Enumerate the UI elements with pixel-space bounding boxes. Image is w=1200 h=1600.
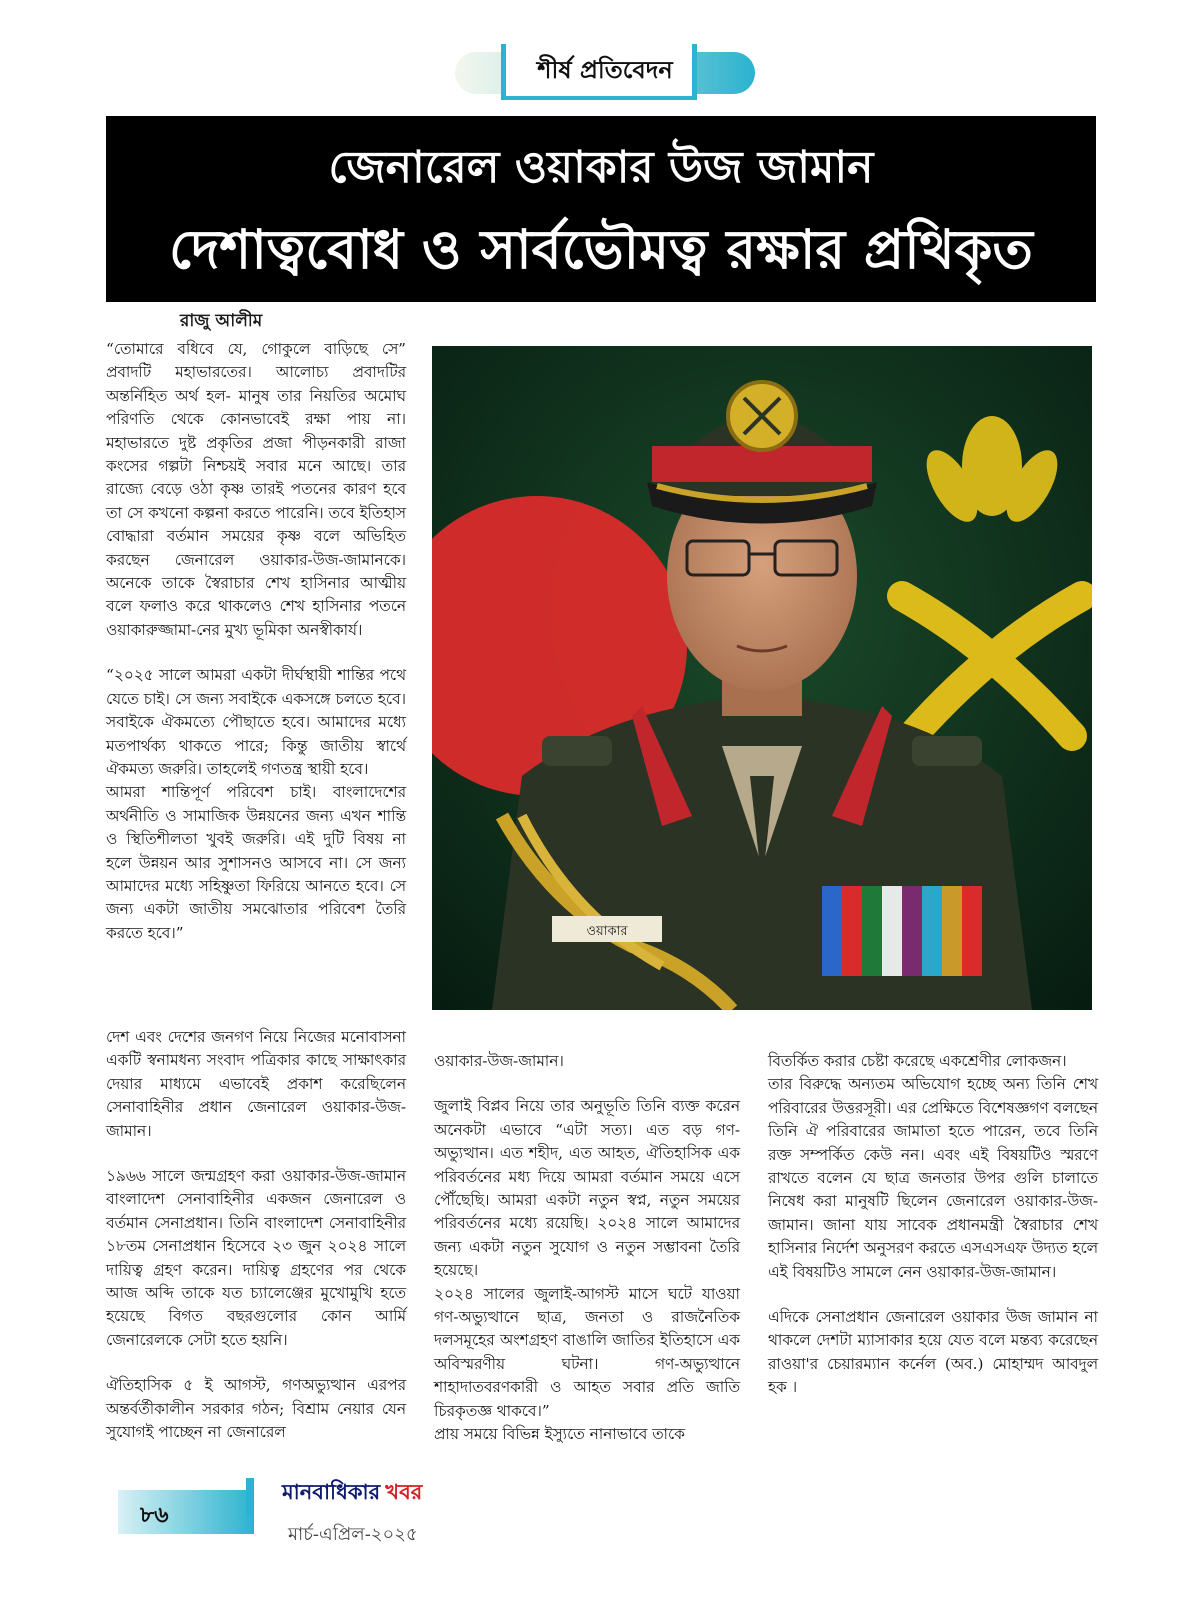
paragraph: ওয়াকার-উজ-জামান। [434,1052,564,1070]
headline-line-1: জেনারেল ওয়াকার উজ জামান [328,142,874,193]
paragraph: ১৯৬৬ সালে জন্মগ্রহণ করা ওয়াকার-উজ-জামান বাংলাদেশ সেনাবাহিনীর একজন জেনারেল ও বর্তমান সেনাপ্রধান। তিনি বাংলাদেশ সেনাবাহিনীর ১৮তম সেনাপ্রধান হিসেবে ২৩ জুন ২০২৪ সালে দায়িত্ব গ্রহণ করেন। দায়িত্ব গ্রহণের পর থেকে আজ অব্দি তাকে যত চ্যালেঞ্জের মুখোমুখি হতে হয়েছে বিগত বছরগুলোর কোন আর্মি জেনারেলকে সেটা হতে হয়নি। [106,1167,406,1349]
name-tag-text: ওয়াকার [586,924,628,939]
headline-line-2: দেশাত্ববোধ ও সার্বভৌমত্ব রক্ষার প্রথিকৃত [169,217,1033,281]
section-tag [455,42,755,106]
paragraph: প্রায় সময়ে বিভিন্ন ইস্যুতে নানাভাবে তাকে [434,1425,685,1444]
paragraph: তার বিরুদ্ধে অন্যতম অভিযোগ হচ্ছে অন্য তিনি শেখ পরিবারের উত্তরসূরী। এর প্রেক্ষিতে বিশেষজ্ঞগণ বলছেন তিনি ঐ পরিবারের জামাতা হতে পারেন, তবে তিনি রক্ত সম্পর্কিত কেউ নন। এবং এই বিষয়টিও স্মরণে রাখতে বলেন যে ছাত্র জনতার উপর গুলি চালাতে নিষেধ করা মানুষটি ছিলেন জেনারেল ওয়াকার-উজ-জামান। জানা যায় সাবেক প্রধানমন্ত্রী স্বৈরাচার শেখ হাসিনার নির্দেশ অনুসরণ করতে এসএসএফ উদ্যত হলে এই বিষয়টিও সামলে নেন ওয়াকার-উজ-জামান। [768,1075,1099,1281]
paragraph: বিতর্কিত করার চেষ্টা করেছে একশ্রেণীর লোকজন। [768,1052,1067,1070]
paragraph: দেশ এবং দেশের জনগণ নিয়ে নিজের মনোবাসনা একটি স্বনামধন্য সংবাদ পত্রিকার কাছে সাক্ষাৎকার দেয়ার মাধ্যমে এভাবেই প্রকাশ করেছিলেন সেনাবাহিনীর প্রধান জেনারেল ওয়াকার-উজ-জামান। [106,1028,406,1140]
paragraph: “তোমারে বধিবে যে, গোকুলে বাড়িছে সে” প্রবাদটি মহাভারতের। আলোচ্য প্রবাদটির অন্তর্নিহিত অর্থ হল- মানুষ তার নিয়তির অমোঘ পরিণতি থেকে কোনভাবেই রক্ষা পায় না। মহাভারতে দুষ্ট প্রকৃতির প্রজা পীড়নকারী রাজা কংসের গল্পটা নিশ্চয়ই সবার মনে আছে। তার রাজ্যে বেড়ে ওঠা কৃষ্ণ তারই পতনের কারণ হবে তা সে কখনো কল্পনা করতে পারেনি। তবে ইতিহাস বোদ্ধারা বর্তমান সময়ের কৃষ্ণ বলে অভিহিত করছেন জেনারেল ওয়াকার-উজ-জামানকে। অনেকে তাকে স্বৈরাচার শেখ হাসিনার আত্মীয় বলে ফলাও করে থাকলেও শেখ হাসিনার পতনে ওয়াকারুজ্জামা-নের মুখ্য ভূমিকা অনস্বীকার্য। [106,340,406,639]
article-column-3 [768,1050,1098,1400]
byline: রাজু আলীম [180,311,263,331]
paragraph: আমরা শান্তিপূর্ণ পরিবেশ চাই। বাংলাদেশের অর্থনীতি ও সামাজিক উন্নয়নের জন্য এখন শান্তি ও স্থিতিশীলতা খুবই জরুরি। এই দুটি বিষয় না হলে উন্নয়ন আর সুশাসনও আসবে না। সে জন্য আমাদের মধ্যে সহিষ্ণুতা ফিরিয়ে আনতে হবে। সে জন্য একটা জাতীয় সমঝোতার পরিবেশ তৈরি করতে হবে।” [106,783,406,942]
logo-text-part-1: মানবাধিকার [282,1479,381,1504]
issue-date: মার্চ-এপ্রিল-২০২৫ [288,1524,418,1545]
paragraph: “২০২৫ সালে আমরা একটা দীর্ঘস্থায়ী শান্তির পথে যেতে চাই। সে জন্য সবাইকে একসঙ্গে চলতে হবে। সবাইকে ঐকমত্যে পৌছাতে হবে। আমাদের মধ্যে মতপার্থক্য থাকতে পারে; কিন্তু জাতীয় স্বার্থে ঐকমত্য জরুরি। তাহলেই গণতন্ত্র স্থায়ী হবে। [106,666,406,778]
article-column-1 [106,1026,406,1445]
paragraph: ২০২৪ সালের জুলাই-আগস্ট মাসে ঘটে যাওয়া গণ-অভ্যুত্থানে ছাত্র, জনতা ও রাজনৈতিক দলসমূহের অংশগ্রহণ বাঙালি জাতির ইতিহাসে এক অবিস্মরণীয় ঘটনা। গণ-অভ্যুত্থানে শাহাদাতবরণকারী ও আহত সবার প্রতি জাতি চিরকৃতজ্ঞ থাকবে।” [434,1284,740,1420]
paragraph: এদিকে সেনাপ্রধান জেনারেল ওয়াকার উজ জামান না থাকলে দেশটা ম্যাসাকার হয়ে যেত বলে মন্তব্য করেছেন রাওয়া'র চেয়ারম্যান কর্নেল (অব.) মোহাম্মদ আবদুল হক । [768,1308,1098,1397]
portrait-photo [432,346,1092,1010]
logo-text-part-2: খবর [385,1479,423,1504]
article-column-left-top [106,338,406,945]
section-label: শীর্ষ প্রতিবেদন [537,55,673,84]
headline-block [106,116,1096,302]
paragraph: জুলাই বিপ্লব নিয়ে তার অনুভূতি তিনি ব্যক্ত করেন অনেকটা এভাবে “এটা সত্য। এত বড় গণ-অভ্যুত্থান। এত শহীদ, এত আহত, ঐতিহাসিক এক পরিবর্তনের মধ্য দিয়ে আমরা বর্তমান সময়ে এসে পৌঁছেছি। আমরা একটা নতুন স্বপ্ন, নতুন সময়ের পরিবর্তনের মধ্যে রয়েছি। ২০২৪ সালে আমাদের জন্য একটা নতুন সুযোগ ও নতুন সম্ভাবনা তৈরি হয়েছে। [434,1097,740,1280]
paragraph: ঐতিহাসিক ৫ ই আগস্ট, গণঅভ্যুত্থান এরপর অন্তর্বর্তীকালীন সরকার গঠন; বিশ্রাম নেয়ার যেন সুযোগই পাচ্ছেন না জেনারেল [106,1376,406,1442]
page-number: ৮৬ [140,1503,169,1528]
article-column-2 [434,1050,740,1447]
magazine-logo [282,1476,432,1511]
footer-accent-band [118,1490,254,1534]
